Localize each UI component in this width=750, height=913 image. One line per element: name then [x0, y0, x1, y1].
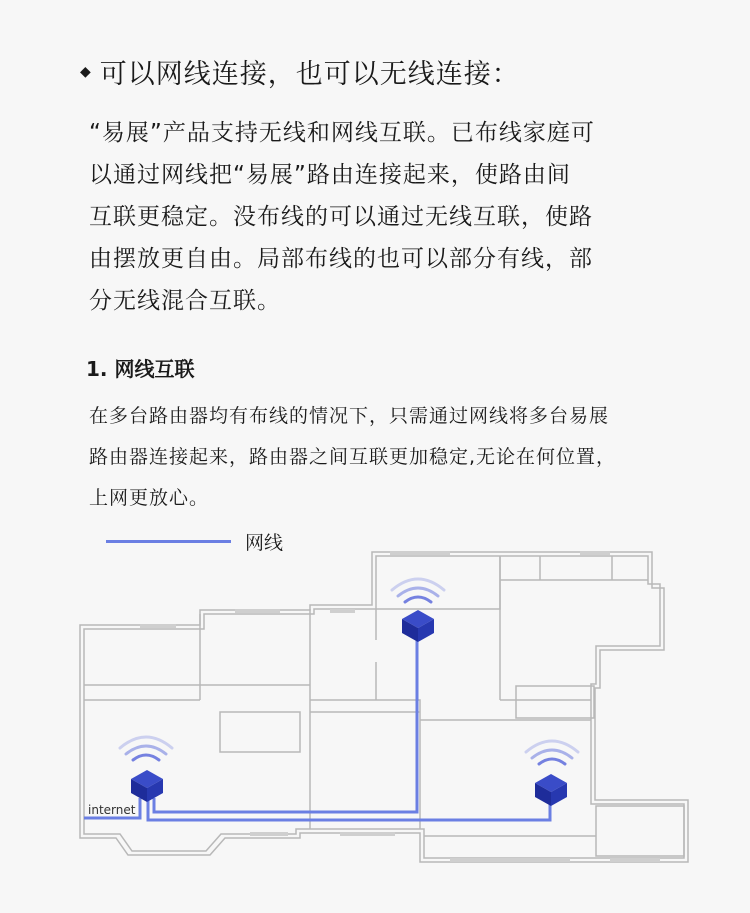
window-marks — [140, 551, 660, 862]
router-icon-left — [131, 770, 163, 802]
description-line: 上网更放心。 — [89, 487, 210, 509]
intro-line: 以通过网线把“易展”路由连接起来，使路由间 — [89, 162, 571, 188]
subsection-title: 1. 网线互联 — [86, 357, 195, 381]
router-icon-right — [535, 774, 567, 806]
diamond-bullet-icon: ◆ — [80, 63, 92, 80]
floor-plan-diagram — [0, 540, 750, 913]
wifi-signal-icon-left — [120, 737, 172, 760]
legend-label: 网线 — [245, 532, 284, 554]
internet-label: internet — [88, 803, 136, 817]
section-heading — [80, 52, 520, 91]
intro-line: 互联更稳定。没布线的可以通过无线互联，使路 — [89, 204, 593, 230]
description-line: 路由器连接起来，路由器之间互联更加稳定,无论在何位置， — [89, 446, 617, 468]
description-line: 在多台路由器均有布线的情况下，只需通过网线将多台易展 — [89, 405, 610, 427]
subsection-description — [89, 396, 679, 519]
router-icon-top — [402, 610, 434, 642]
wifi-signal-icon-right — [526, 741, 578, 764]
intro-line: 由摆放更自由。局部布线的也可以部分有线，部 — [89, 246, 593, 272]
intro-line: 分无线混合互联。 — [89, 288, 281, 314]
floor-plan-walls — [80, 552, 688, 862]
intro-line: “易展”产品支持无线和网线互联。已布线家庭可 — [89, 120, 595, 146]
heading-text: 可以网线连接，也可以无线连接： — [99, 59, 520, 90]
wifi-signal-icon-top — [392, 579, 444, 602]
intro-paragraph — [89, 112, 649, 322]
